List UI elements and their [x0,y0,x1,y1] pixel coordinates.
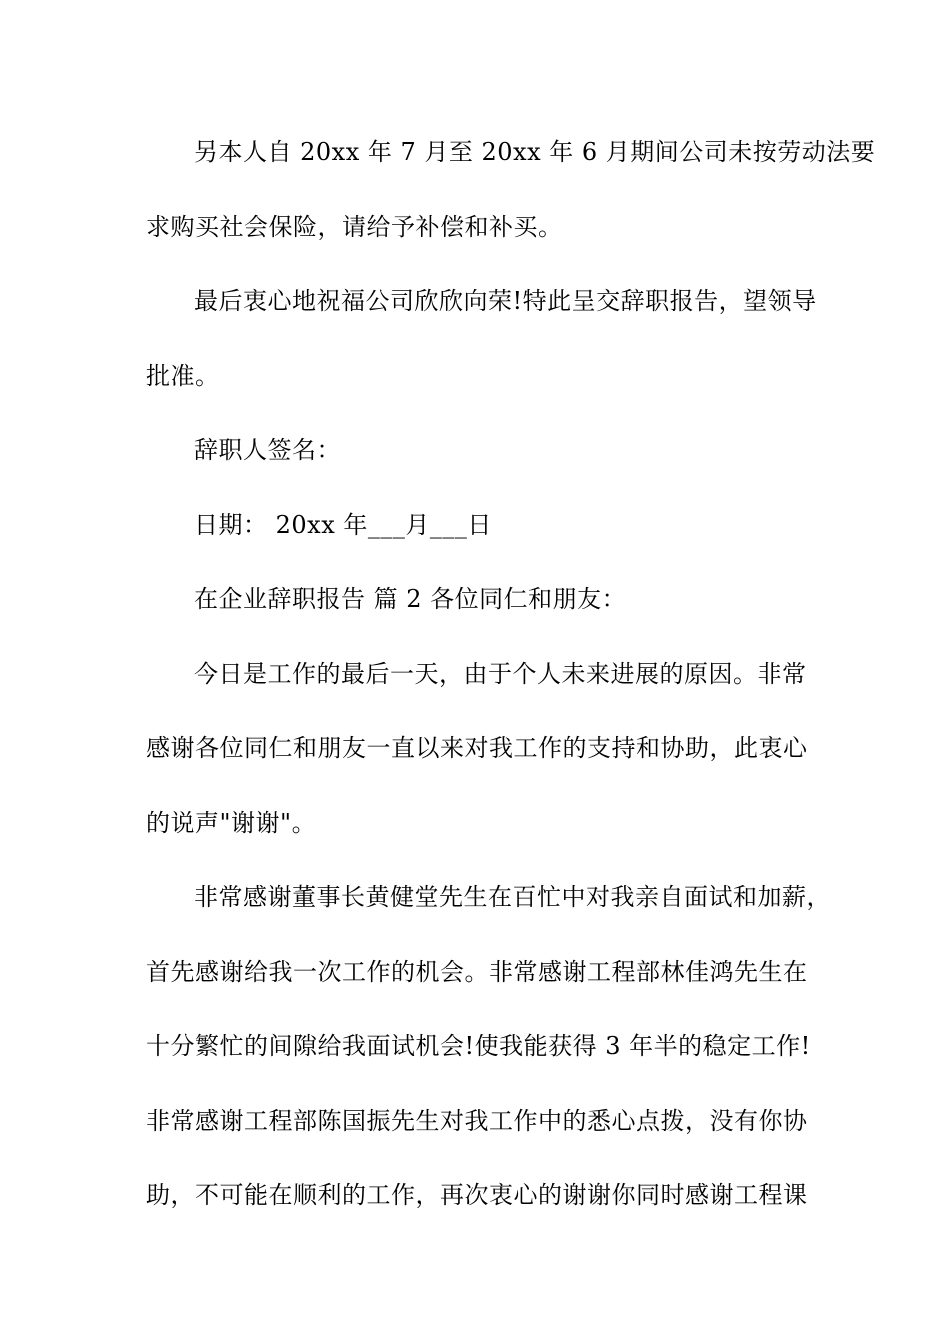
paragraph-thanks-line-5: 助，不可能在顺利的工作，再次衷心的谢谢你同时感谢工程课 [146,1181,808,1209]
paragraph-social-insurance-line-1: 另本人自 20xx 年 7 月至 20xx 年 6 月期间公司未按劳动法要 [194,138,876,166]
paragraph-last-day-line-2: 感谢各位同仁和朋友一直以来对我工作的支持和协助，此衷心 [146,734,808,762]
section-heading-report-2: 在企业辞职报告 篇 2 各位同仁和朋友： [194,585,627,613]
paragraph-thanks-line-4: 非常感谢工程部陈国振先生对我工作中的悉心点拨，没有你协 [146,1107,808,1135]
date-line: 日期： 20xx 年___月___日 [194,511,492,539]
paragraph-social-insurance-line-2: 求购买社会保险，请给予补偿和补买。 [146,213,563,241]
signature-label: 辞职人签名： [194,436,341,464]
paragraph-blessing-line-2: 批准。 [146,362,220,390]
paragraph-thanks-line-1: 非常感谢董事长黄健堂先生在百忙中对我亲自面试和加薪， [194,883,831,911]
paragraph-last-day-line-1: 今日是工作的最后一天，由于个人未来进展的原因。非常 [194,660,807,688]
paragraph-thanks-line-3: 十分繁忙的间隙给我面试机会!使我能获得 3 年半的稳定工作! [146,1032,811,1060]
paragraph-blessing-line-1: 最后衷心地祝福公司欣欣向荣!特此呈交辞职报告，望领导 [194,287,817,315]
paragraph-last-day-line-3: 的说声"谢谢"。 [146,809,317,837]
paragraph-thanks-line-2: 首先感谢给我一次工作的机会。非常感谢工程部林佳鸿先生在 [146,958,808,986]
